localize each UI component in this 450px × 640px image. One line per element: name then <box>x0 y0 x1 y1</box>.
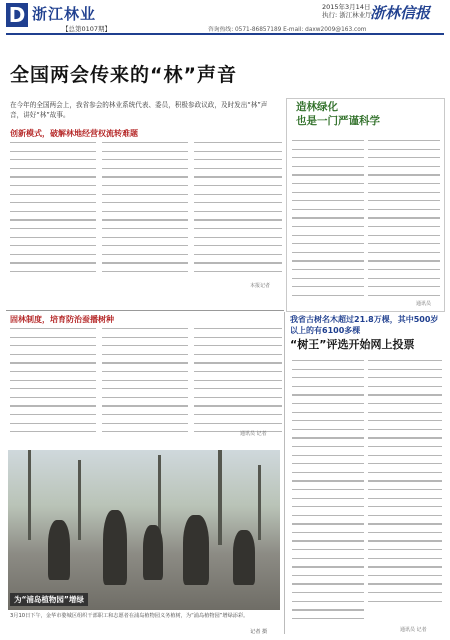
main-headline: 全国两会传来的“林”声音 <box>10 64 237 86</box>
issue-number: 【总第0107期】 <box>62 25 112 33</box>
publisher-line: 执行: 浙江林业厅 <box>322 11 372 19</box>
sidebar2-subtitle: “树王”评选开始网上投票 <box>290 338 415 351</box>
column-rule <box>284 312 285 634</box>
photo-caption: 为“浦岛植物园”增绿 <box>10 593 88 606</box>
date-line: 2015年3月14日 <box>322 3 371 11</box>
section1-title: 创新模式，破解林地经营权流转难题 <box>10 129 138 138</box>
section1-col3 <box>194 142 282 284</box>
sidebar1-byline: 通讯员 <box>416 301 432 307</box>
section-divider <box>6 310 284 311</box>
sidebar2-col2 <box>368 360 442 618</box>
photo-description: 3月10日下午，金华市婺城区组织干部职工和志愿者在浦岛植物园义务植树，为“浦岛植物园”增绿添彩。 <box>10 613 249 619</box>
sidebar2-title: 我省古树名木超过21.8万棵，其中500岁以上的有6100多棵 <box>290 315 439 335</box>
sidebar1-col1 <box>292 140 364 302</box>
section2-title: 固林制度，培育防治蚕播树种 <box>10 315 114 324</box>
section2-col3 <box>194 328 282 446</box>
section-name: 浙江林业 <box>32 5 97 23</box>
section1-byline: 本报记者 <box>250 283 271 289</box>
masthead-rule <box>6 33 444 35</box>
lead-paragraph: 在今年的全国两会上，我省参会的林业系统代表、委员，积极参政议政，及时发出“林”声音，讲好“林”故事。 <box>10 101 268 119</box>
section-letter: D <box>6 3 28 27</box>
paper-logo: 浙林信报 <box>370 4 431 22</box>
section1-col2 <box>102 142 188 284</box>
section1-col1 <box>10 142 96 284</box>
contact-line: 咨询热线: 0571-86857189 E-mail: daxw2009@163.com <box>208 27 367 33</box>
section2-col2 <box>102 328 188 446</box>
section2-byline: 通讯员 记者 <box>240 431 267 437</box>
sidebar2-byline: 通讯员 记者 <box>400 627 427 633</box>
date-block <box>322 3 372 19</box>
sidebar2-col1 <box>292 360 364 630</box>
news-photo <box>8 450 280 610</box>
photo-credit: 记者 摄 <box>250 629 268 635</box>
sidebar1-col2 <box>368 140 440 302</box>
section2-col1 <box>10 328 96 446</box>
sidebar1-title: 造林绿化 也是一门严谨科学 <box>296 101 380 127</box>
